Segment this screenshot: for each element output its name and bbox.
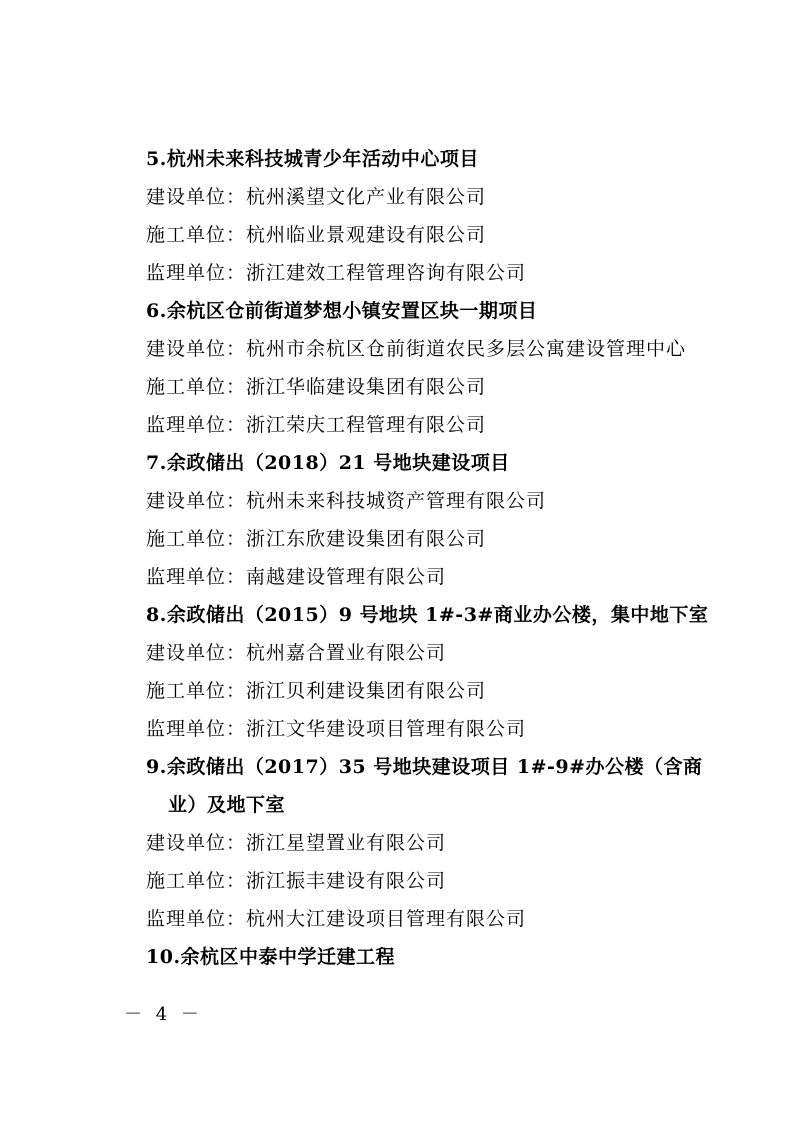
project-7-title: 7.余政储出（2018）21 号地块建设项目 xyxy=(146,452,510,474)
project-7-supervision-unit: 监理单位：南越建设管理有限公司 xyxy=(146,566,447,588)
project-5-build-unit: 建设单位：杭州溪望文化产业有限公司 xyxy=(146,186,487,208)
document-body xyxy=(146,140,726,976)
project-6-construction-unit: 施工单位：浙江华临建设集团有限公司 xyxy=(146,376,487,398)
project-6-title: 6.余杭区仓前街道梦想小镇安置区块一期项目 xyxy=(146,300,538,322)
project-5-supervision-unit: 监理单位：浙江建效工程管理咨询有限公司 xyxy=(146,262,527,284)
project-8-supervision-unit: 监理单位：浙江文华建设项目管理有限公司 xyxy=(146,718,527,740)
project-7-construction-unit: 施工单位：浙江东欣建设集团有限公司 xyxy=(146,528,487,550)
project-5-construction-unit: 施工单位：杭州临业景观建设有限公司 xyxy=(146,224,487,246)
project-7-build-unit: 建设单位：杭州未来科技城资产管理有限公司 xyxy=(146,490,547,512)
project-6-supervision-unit: 监理单位：浙江荣庆工程管理有限公司 xyxy=(146,414,487,436)
page-number: － 4 － xyxy=(124,1004,203,1025)
project-6-build-unit: 建设单位：杭州市余杭区仓前街道农民多层公寓建设管理中心 xyxy=(146,338,687,360)
project-9-construction-unit: 施工单位：浙江振丰建设有限公司 xyxy=(146,870,447,892)
project-8-construction-unit: 施工单位：浙江贝利建设集团有限公司 xyxy=(146,680,487,702)
project-9-supervision-unit: 监理单位：杭州大江建设项目管理有限公司 xyxy=(146,908,527,930)
project-8-title: 8.余政储出（2015）9 号地块 1#-3#商业办公楼，集中地下室 xyxy=(146,604,709,626)
project-9-title-continued: 业）及地下室 xyxy=(168,794,286,816)
project-9-build-unit: 建设单位：浙江星望置业有限公司 xyxy=(146,832,447,854)
project-5-title: 5.杭州未来科技城青少年活动中心项目 xyxy=(146,148,479,170)
project-10-title: 10.余杭区中泰中学迁建工程 xyxy=(146,946,396,968)
project-9-title: 9.余政储出（2017）35 号地块建设项目 1#-9#办公楼（含商 xyxy=(146,756,703,778)
project-8-build-unit: 建设单位：杭州嘉合置业有限公司 xyxy=(146,642,447,664)
